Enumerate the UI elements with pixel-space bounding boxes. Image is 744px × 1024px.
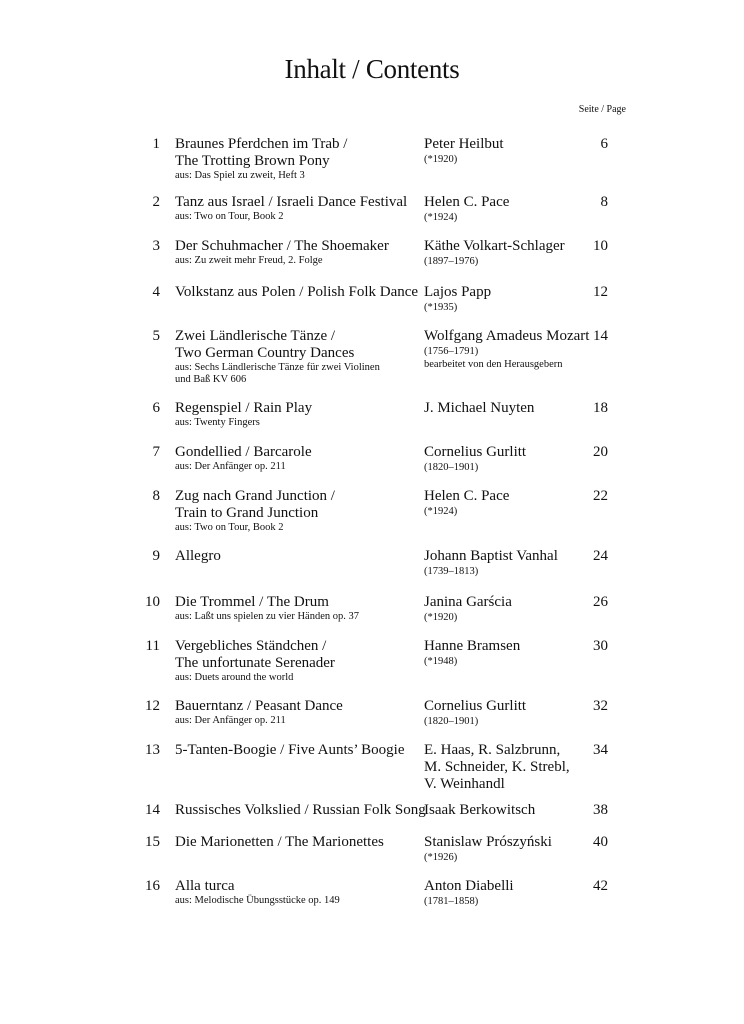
entry-page-number: 26: [593, 594, 608, 610]
entry-page-number: 14: [593, 328, 608, 344]
composer-dates-line: (1820–1901): [424, 716, 479, 727]
entry-work: [175, 742, 415, 759]
composer-name-line: Peter Heilbut: [424, 136, 504, 152]
entry-work: [175, 802, 426, 819]
entry-composer: [424, 444, 594, 474]
composer-name-line: Käthe Volkart-Schlager: [424, 238, 565, 254]
entry-title-line: Gondellied / Barcarole: [175, 444, 312, 460]
composer-name-line: Janina Garścia: [424, 594, 512, 610]
page-title: Inhalt / Contents: [284, 54, 460, 84]
entry-number: 1: [152, 136, 160, 152]
entry-composer: [424, 638, 594, 668]
entry-page-number: 18: [593, 400, 608, 416]
entry-work: [175, 834, 415, 851]
composer-name-line: Cornelius Gurlitt: [424, 444, 527, 460]
entry-page-number: 6: [600, 136, 608, 152]
entry-title-line: Die Marionetten / The Marionettes: [175, 834, 384, 850]
entry-title-line: Russisches Volkslied / Russian Folk Song: [175, 802, 426, 818]
composer-dates-line: (1756–1791): [424, 346, 479, 357]
entry-composer: [424, 742, 594, 793]
composer-name-line: Anton Diabelli: [424, 878, 514, 894]
entry-source-line: aus: Sechs Ländlerische Tänze für zwei Violinen: [175, 362, 380, 373]
entry-page-number: 20: [593, 444, 608, 460]
composer-name-line: Stanislaw Prószyński: [424, 834, 552, 850]
entry-title-line: Alla turca: [175, 878, 235, 894]
entry-title-line: Volkstanz aus Polen / Polish Folk Dance: [175, 284, 419, 300]
entry-source-line: aus: Das Spiel zu zweit, Heft 3: [175, 170, 305, 181]
entry-number: 3: [152, 238, 160, 254]
entry-work: [175, 638, 415, 684]
entry-composer: [424, 284, 594, 314]
entry-composer: [424, 878, 594, 908]
entry-page-number: 12: [593, 284, 608, 300]
entry-source-line: aus: Laßt uns spielen zu vier Händen op. 37: [175, 611, 359, 622]
composer-name-line: Hanne Bramsen: [424, 638, 521, 654]
entry-page-number: 34: [593, 742, 608, 758]
entry-composer: [424, 194, 594, 224]
entry-title-line: Vergebliches Ständchen /: [175, 638, 327, 654]
composer-dates-line: (1820–1901): [424, 462, 479, 473]
entry-title-line: Zug nach Grand Junction /: [175, 488, 335, 504]
entry-title-line: Zwei Ländlerische Tänze /: [175, 328, 336, 344]
composer-dates-line: (*1935): [424, 302, 458, 313]
entry-title-line: Braunes Pferdchen im Trab /: [175, 136, 348, 152]
entry-number: 10: [145, 594, 160, 610]
entry-work: [175, 400, 415, 429]
entry-work: [175, 284, 419, 301]
entry-title-line: 5-Tanten-Boogie / Five Aunts’ Boogie: [175, 742, 405, 758]
composer-dates-line: (*1920): [424, 612, 458, 623]
entry-title-line: Allegro: [175, 548, 221, 564]
entry-number: 2: [152, 194, 160, 210]
composer-dates-line: (1739–1813): [424, 566, 479, 577]
composer-name-line: Lajos Papp: [424, 284, 492, 300]
entry-page-number: 30: [593, 638, 608, 654]
composer-name-line: E. Haas, R. Salzbrunn,: [424, 742, 561, 758]
composer-name-line: Cornelius Gurlitt: [424, 698, 527, 714]
entry-page-number: 38: [593, 802, 608, 818]
entry-source-line: aus: Der Anfänger op. 211: [175, 461, 286, 472]
entry-composer: [424, 698, 594, 728]
entry-source-line: und Baß KV 606: [175, 374, 247, 385]
entry-title-line: Die Trommel / The Drum: [175, 594, 329, 610]
entry-page-number: 10: [593, 238, 608, 254]
composer-dates-line: (1781–1858): [424, 896, 479, 907]
entry-number: 4: [152, 284, 160, 300]
entry-title-line: Two German Country Dances: [175, 345, 355, 361]
entry-number: 12: [145, 698, 160, 714]
composer-dates-line: (*1924): [424, 212, 458, 223]
entry-work: [175, 878, 415, 907]
entry-number: 6: [152, 400, 160, 416]
entry-number: 14: [145, 802, 160, 818]
composer-name-line: Isaak Berkowitsch: [424, 802, 536, 818]
page-column-label: Seite / Page: [578, 104, 626, 115]
entry-composer: [424, 488, 594, 518]
entry-number: 13: [145, 742, 160, 758]
entry-title-line: Regenspiel / Rain Play: [175, 400, 313, 416]
entry-work: [175, 194, 415, 223]
composer-dates-line: (*1948): [424, 656, 458, 667]
composer-dates-line: (*1926): [424, 852, 458, 863]
entry-source-line: aus: Twenty Fingers: [175, 417, 260, 428]
entry-work: [175, 698, 415, 727]
entry-source-line: aus: Duets around the world: [175, 672, 294, 683]
composer-dates-line: (*1924): [424, 506, 458, 517]
entry-composer: [424, 328, 594, 371]
entry-work: [175, 136, 415, 182]
entry-work: [175, 594, 415, 623]
entry-page-number: 8: [600, 194, 608, 210]
entry-title-line: Train to Grand Junction: [175, 505, 319, 521]
entry-composer: [424, 400, 594, 417]
composer-name-line: Helen C. Pace: [424, 488, 510, 504]
entry-source-line: aus: Zu zweit mehr Freud, 2. Folge: [175, 255, 323, 266]
entry-page-number: 42: [593, 878, 608, 894]
entry-composer: [424, 834, 594, 864]
entry-work: [175, 548, 415, 565]
entry-composer: [424, 802, 594, 819]
entry-number: 7: [152, 444, 160, 460]
entry-number: 11: [145, 638, 160, 654]
entry-number: 16: [145, 878, 160, 894]
composer-name-line: M. Schneider, K. Strebl,: [424, 759, 570, 775]
entry-work: [175, 444, 415, 473]
entry-work: [175, 488, 415, 534]
entry-page-number: 24: [593, 548, 608, 564]
entry-title-line: Der Schuhmacher / The Shoemaker: [175, 238, 389, 254]
entry-composer: [424, 238, 594, 268]
entry-number: 15: [145, 834, 160, 850]
entry-composer: [424, 548, 594, 578]
entry-page-number: 32: [593, 698, 608, 714]
entry-composer: [424, 594, 594, 624]
entry-title-line: The unfortunate Serenader: [175, 655, 335, 671]
composer-dates-line: (*1920): [424, 154, 458, 165]
composer-name-line: J. Michael Nuyten: [424, 400, 535, 416]
composer-name-line: Johann Baptist Vanhal: [424, 548, 558, 564]
entry-title-line: Bauerntanz / Peasant Dance: [175, 698, 343, 714]
composer-dates-line: (1897–1976): [424, 256, 479, 267]
entry-source-line: aus: Melodische Übungsstücke op. 149: [175, 895, 340, 906]
entry-page-number: 22: [593, 488, 608, 504]
entry-work: [175, 238, 415, 267]
entry-composer: [424, 136, 594, 166]
composer-dates-line: bearbeitet von den Herausgebern: [424, 359, 563, 370]
entry-work: [175, 328, 415, 386]
entry-number: 9: [152, 548, 160, 564]
composer-name-line: V. Weinhandl: [424, 776, 505, 792]
composer-name-line: Helen C. Pace: [424, 194, 510, 210]
composer-name-line: Wolfgang Amadeus Mozart: [424, 328, 590, 344]
entry-number: 5: [152, 328, 160, 344]
entry-title-line: Tanz aus Israel / Israeli Dance Festival: [175, 194, 408, 210]
entry-source-line: aus: Der Anfänger op. 211: [175, 715, 286, 726]
entry-source-line: aus: Two on Tour, Book 2: [175, 522, 284, 533]
entry-title-line: The Trotting Brown Pony: [175, 153, 330, 169]
entry-page-number: 40: [593, 834, 608, 850]
entry-number: 8: [152, 488, 160, 504]
entry-source-line: aus: Two on Tour, Book 2: [175, 211, 284, 222]
